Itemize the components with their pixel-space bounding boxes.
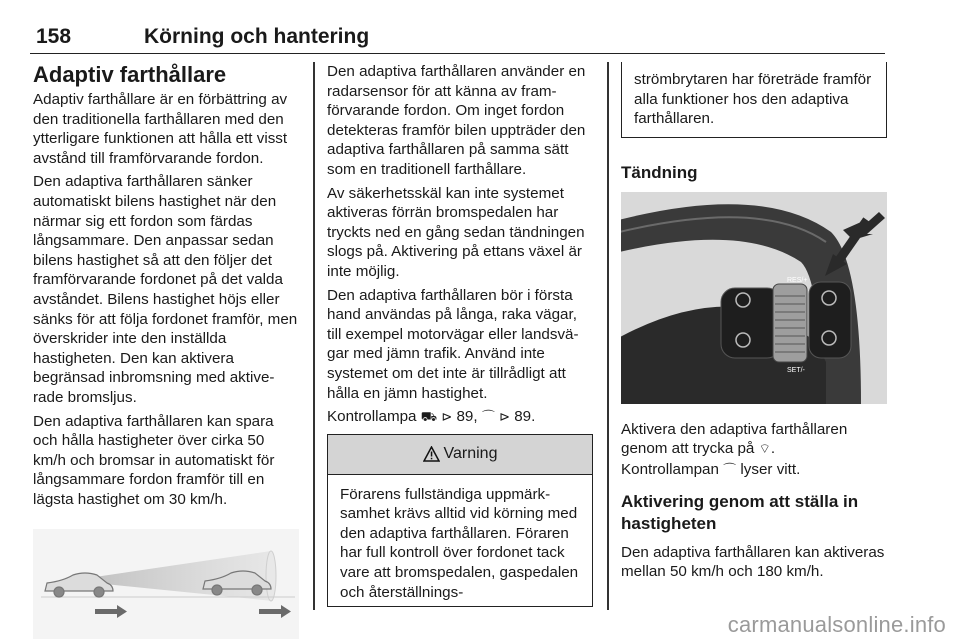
section-heading-ignition: Tändning: [621, 162, 698, 182]
paragraph: Av säkerhetsskäl kan inte systemet aktiveras förrän bromspedalen har tryckts ned en gång sedan tändningen slogs på. Aktivering på ettans växel är inte möjlig.: [327, 184, 585, 280]
page-number: 158: [36, 25, 72, 48]
column-middle: [327, 62, 593, 607]
paragraph: Den adaptiva farthållaren kan spara och hålla hastigheter över cirka 50 km/h och bromsar in automatiskt för långsammare fordon framför till en lägsta hastighet om 30 km/h.: [33, 412, 275, 508]
activate-text: Aktivera den adaptiva farthållaren genom att trycka på: [621, 420, 848, 458]
car-icon: ⛟: [420, 410, 438, 426]
warning-title: Varning: [443, 445, 498, 463]
column-left: [33, 62, 299, 639]
lamp-ref: 89,: [456, 408, 478, 426]
column-divider: [313, 62, 315, 610]
paragraph: Den adaptiva farthållaren kan aktiveras mellan 50 km/h och 180 km/h.: [621, 543, 885, 581]
warning-header: [328, 435, 592, 475]
set-label: SET/-: [787, 366, 805, 374]
chapter-title: Körning och hantering: [144, 25, 370, 48]
paragraph: Den adaptiva farthållaren bör i första hand användas på långa, raka vägar, till exempel motorvägar eller landsvägar med jämn trafik. Använd inte systemet om det inte är tillrådligt att hålla en jämn hastighet.: [327, 286, 579, 402]
section-heading-activation: Aktivering genom att ställa in hastigheten: [621, 491, 859, 533]
res-label: RES/+: [787, 276, 808, 284]
warning-box: [327, 434, 593, 608]
radar-illustration: [33, 529, 299, 639]
paragraph: [621, 420, 887, 481]
warning-box-continued: [621, 62, 887, 138]
warning-text: Förarens fullständiga uppmärksamhet krävs alltid vid körning med den adaptiva farthållaren. Föraren har full kontroll över fordonet tack vare att bromspedalen, gaspedalen och återställnings-: [340, 485, 579, 601]
cruise-icon: ⌒: [481, 410, 495, 426]
lamp-text: Kontrollampan: [621, 460, 719, 478]
lamp-ref: 89.: [514, 408, 536, 426]
cruise-button-icon: ⌔: [758, 442, 771, 458]
page-ref-icon: ⊳: [441, 410, 453, 426]
section-title: Adaptiv farthållare: [33, 62, 227, 87]
cruise-icon: ⌒: [723, 462, 737, 478]
paragraph: Den adaptiva farthållaren använder en radarsensor för att känna av framförvarande fordon. Om inget fordon detekteras framför bilen uppträder den adaptiva farthållaren på samma sätt som en traditionell farthållare.: [327, 63, 586, 178]
footer-watermark: carmanualsonline.info: [727, 612, 946, 637]
column-divider: [607, 62, 609, 610]
paragraph: Den adaptiva farthållaren sänker automatiskt bilens hastighet när den närmar sig ett fordon som färdas långsammare. Den anpassar sedan bilens hastighet så att den följer det framförvarande fordonet på det valda avståndet. Bilens hastighet höjs eller sänks för att följa fordonet framför, men överskrider inte den inställda hastigheten. Den kan aktivera begränsad inbromsning med aktiverade bromsljus.: [33, 173, 298, 406]
activate-text-end: .: [770, 440, 776, 458]
page-ref-icon: ⊳: [499, 410, 510, 426]
paragraph: Adaptiv farthållare är en förbättring av den traditionella farthållaren med den ytterligare funktionen att hålla ett visst avstånd till framförvarande fordon.: [33, 91, 288, 167]
lamp-text-end: lyser vitt.: [740, 460, 801, 478]
paragraph-lamp: [327, 407, 593, 428]
steering-wheel-illustration: [621, 192, 887, 404]
column-right: [621, 62, 887, 586]
warning-text-continued: strömbrytaren har företräde framför alla funktioner hos den adaptiva farthållaren.: [634, 71, 872, 128]
page-header: [30, 22, 885, 54]
warning-icon: [423, 446, 440, 462]
lamp-label: Kontrollampa: [327, 408, 417, 426]
